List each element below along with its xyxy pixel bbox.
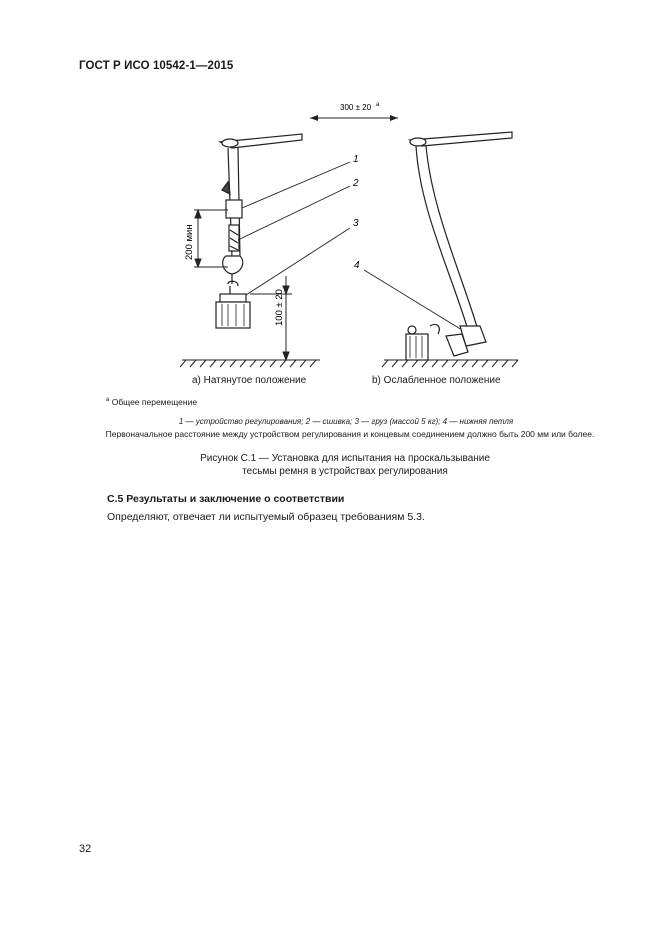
footnote-mark: a xyxy=(106,397,110,404)
label-1: 1 xyxy=(353,154,359,165)
callout-4-line xyxy=(364,270,462,330)
figure-legend: 1 — устройство регулирования; 2 — сшивка; 3 — груз (массой 5 кг); 4 — нижняя петля xyxy=(178,417,514,426)
label-3: 3 xyxy=(353,218,359,229)
section-paragraph: Определяют, отвечает ли испытуемый образец требованиям 5.3. xyxy=(107,511,425,523)
top-dimension-label: 300 ± 20 xyxy=(340,103,372,112)
callout-3-line xyxy=(246,228,350,295)
test-setup-figure xyxy=(150,90,570,390)
label-4: 4 xyxy=(354,260,360,271)
footnote-text: Общее перемещение xyxy=(109,397,198,407)
page-number: 32 xyxy=(79,843,92,855)
callout-2-line xyxy=(238,186,350,240)
label-2: 2 xyxy=(353,178,359,189)
figure-title-line-1: Рисунок С.1 — Установка для испытания на проскальзывание xyxy=(200,453,490,464)
footnote xyxy=(106,397,197,407)
top-dimension-sup: a xyxy=(376,102,380,108)
ground-right xyxy=(382,360,518,367)
figure-legend-note: Первоначальное расстояние между устройством регулирования и концевым соединением должно быть 200 мм или более. xyxy=(105,429,595,439)
tensioned-assembly xyxy=(216,134,302,328)
callout-1-line xyxy=(242,162,350,208)
ground-left xyxy=(180,360,320,367)
caption-slack: b) Ослабленное положение xyxy=(372,375,501,386)
document-header: ГОСТ Р ИСО 10542-1—2015 xyxy=(79,60,234,72)
min-200-label: 200 мин xyxy=(184,224,195,260)
caption-tensioned: а) Натянутое положение xyxy=(192,375,307,386)
slack-assembly xyxy=(406,132,512,360)
section-heading: С.5 Результаты и заключение о соответствии xyxy=(107,493,345,505)
figure-title xyxy=(150,452,540,478)
figure-title-line-2: тесьмы ремня в устройствах регулирования xyxy=(242,466,448,477)
weight-gap-label: 100 ± 20 xyxy=(274,289,285,326)
